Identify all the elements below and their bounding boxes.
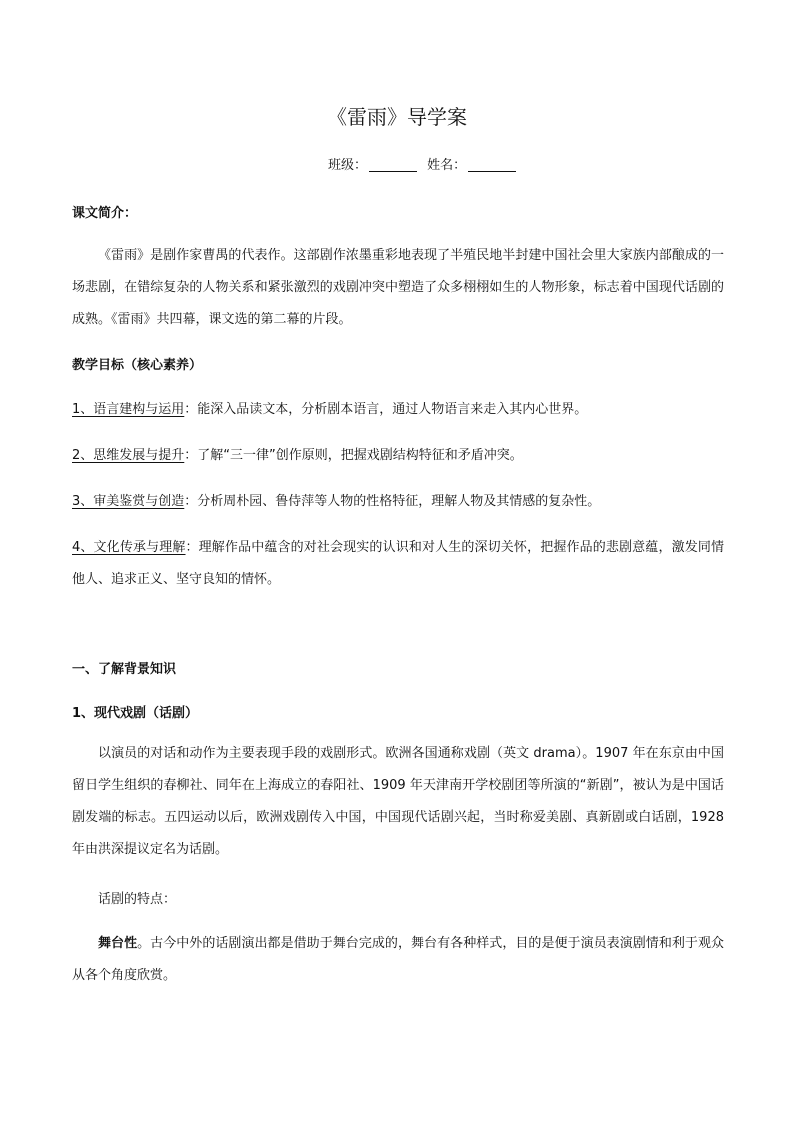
class-blank <box>369 157 417 172</box>
goal-label: 3、审美鉴赏与创造 <box>72 494 185 509</box>
name-blank <box>468 157 516 172</box>
goal-label: 4、文化传承与理解 <box>72 540 186 555</box>
subsection-heading: 1、现代戏剧（话剧） <box>72 706 199 721</box>
goal-label: 1、语言建构与运用 <box>72 402 185 417</box>
section-heading: 一、了解背景知识 <box>72 662 177 677</box>
class-name-line <box>328 156 522 176</box>
name-label: 姓名： <box>427 158 467 173</box>
feature-label: 舞台性 <box>98 936 138 951</box>
goal-text: ：了解“三一律”创作原则，把握戏剧结构特征和矛盾冲突。 <box>184 448 523 463</box>
goal-item <box>72 486 724 518</box>
features-intro: 话剧的特点： <box>98 892 177 907</box>
goal-item <box>72 440 724 472</box>
goal-text: ：分析周朴园、鲁侍萍等人物的性格特征，理解人物及其情感的复杂性。 <box>184 494 601 509</box>
feature-text: 。古今中外的话剧演出都是借助于舞台完成的，舞台有各种样式，目的是便于演员表演剧情和利于观众从各个角度欣赏。 <box>72 936 724 983</box>
goal-text: ：理解作品中蕴含的对社会现实的认识和对人生的深切关怀，把握作品的悲剧意蕴，激发同情他人、追求正义、坚守良知的情怀。 <box>72 540 724 587</box>
intro-heading: 课文简介： <box>72 206 138 221</box>
goal-item <box>72 394 724 426</box>
goal-item <box>72 532 724 596</box>
goals-heading: 教学目标（核心素养） <box>72 358 203 373</box>
goal-text: ：能深入品读文本，分析剧本语言，通过人物语言来走入其内心世界。 <box>184 402 588 417</box>
goal-label: 2、思维发展与提升 <box>72 448 185 463</box>
class-label: 班级： <box>328 158 368 173</box>
intro-paragraph: 《雷雨》是剧作家曹禺的代表作。这部剧作浓墨重彩地表现了半殖民地半封建中国社会里大家族内部酿成的一场悲剧，在错综复杂的人物关系和紧张激烈的戏剧冲突中塑造了众多栩栩如生的人物形象，标志着中国现代话剧的成熟。《雷雨》共四幕，课文选的第二幕的片段。 <box>72 248 724 327</box>
drama-paragraph: 以演员的对话和动作为主要表现手段的戏剧形式。欧洲各国通称戏剧（英文 drama）。1907 年在东京由中国留日学生组织的春柳社、同年在上海成立的春阳社、1909 年天津南开学校剧团等所演的“新剧”，被认为是中国话剧发端的标志。五四运动以后，欧洲戏剧传入中国，中国现代话剧兴起，当时称爱美剧、真新剧或白话剧，1928 年由洪深提议定名为话剧。 <box>72 746 724 857</box>
feature-paragraph <box>72 928 724 992</box>
page-title: 《雷雨》导学案 <box>327 105 467 129</box>
